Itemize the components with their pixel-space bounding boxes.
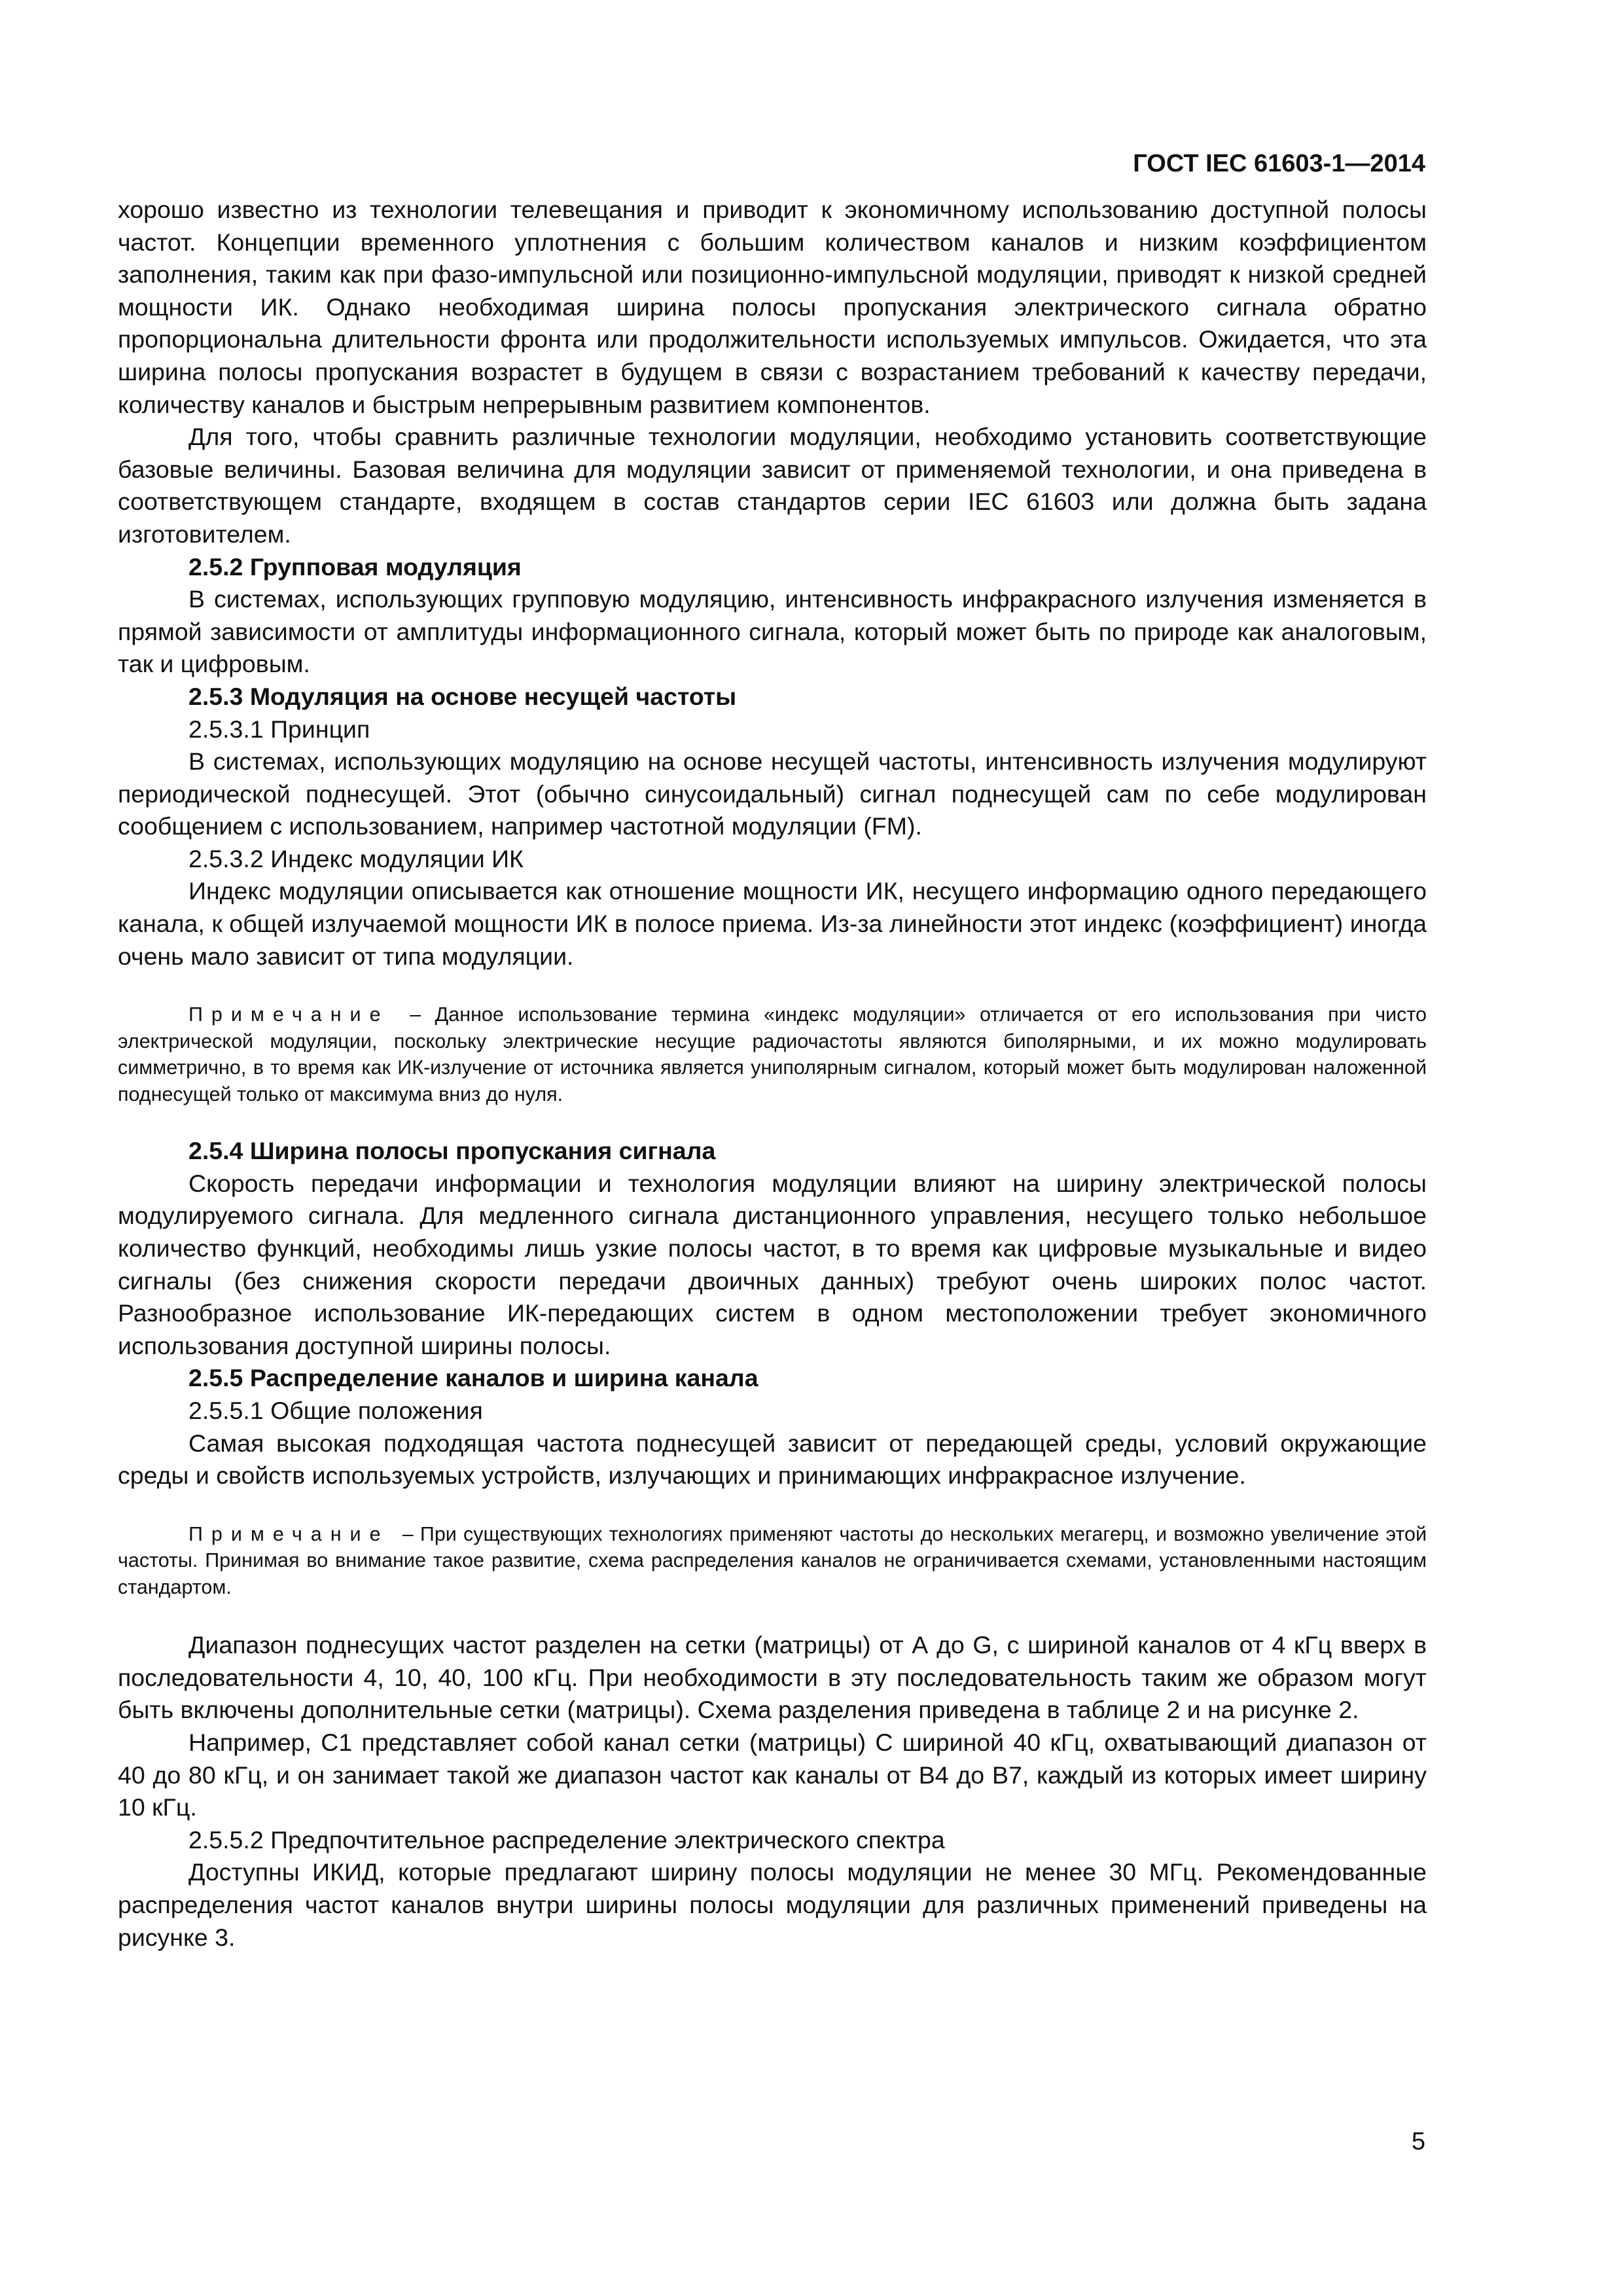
paragraph-spectrum-allocation: Доступны ИКИД, которые предлагают ширину полосы модуляции не менее 30 МГц. Рекомендованные распределения частот каналов внутри ширины полосы модуляции для различных применений приведены на рисунке 3.: [118, 1858, 1427, 1951]
paragraph-group-modulation: В системах, использующих групповую модуляцию, интенсивность инфракрасного излучения изменяется в прямой зависимости от амплитуды информационного сигнала, который может быть по природе как аналоговым, так и цифровым.: [118, 585, 1427, 678]
heading-2-5-3: 2.5.3 Модуляция на основе несущей частоты: [188, 682, 737, 710]
paragraph-base-values: Для того, чтобы сравнить различные технологии модуляции, необходимо установить соответствующие базовые величины. Базовая величина для модуляции зависит от применяемой технологии, и она приведена в соответствующем стандарте, входящем в состав стандартов серии IEC 61603 или должна быть задана изготовителем.: [118, 423, 1427, 548]
paragraph-modulation-index: Индекс модуляции описывается как отношение мощности ИК, несущего информацию одного передающего канала, к общей излучаемой мощности ИК в полосе приема. Из-за линейности этот индекс (коэффициент) иногда очень мало зависит от типа модуляции.: [118, 877, 1427, 970]
subheading-2-5-5-2: 2.5.5.2 Предпочтительное распределение электрического спектра: [188, 1825, 945, 1854]
note-label: Примечание: [188, 1003, 389, 1026]
main-text: [118, 194, 1427, 1954]
paragraph-signal-bandwidth: Скорость передачи информации и технология модуляции влияют на ширину электрической полосы модулируемого сигнала. Для медленного сигнала дистанционного управления, несущего только небольшое количество функций, необходимы лишь узкие полосы частот, в то время как цифровые музыкальные и видео сигналы (без снижения скорости передачи двоичных данных) требуют очень широких полос частот. Разнообразное использование ИК-передающих систем в одном местоположении требует экономичного использования доступной ширины полосы.: [118, 1169, 1427, 1359]
note-modulation-index: [118, 1001, 1427, 1107]
document-code-header: ГОСТ IEC 61603-1—2014: [1133, 150, 1425, 177]
heading-2-5-5: 2.5.5 Распределение каналов и ширина канала: [188, 1364, 758, 1392]
page-number: 5: [1411, 2128, 1425, 2155]
paragraph-carrier-modulation: В системах, использующих модуляцию на основе несущей частоты, интенсивность излучения модулируют периодической поднесущей. Этот (обычно синусоидальный) сигнал поднесущей сам по себе модулирован сообщением с использованием, например частотной модуляции (FM).: [118, 747, 1427, 840]
subheading-2-5-3-1: 2.5.3.1 Принцип: [188, 715, 370, 743]
paragraph-example-c1: Например, С1 представляет собой канал сетки (матрицы) С шириной 40 кГц, охватывающий диапазон от 40 до 80 кГц, и он занимает такой же диапазон частот как каналы от В4 до В7, каждый из которых имеет ширину 10 кГц.: [118, 1729, 1427, 1821]
note-label: Примечание: [188, 1522, 389, 1545]
paragraph-grids: Диапазон поднесущих частот разделен на сетки (матрицы) от А до G, с шириной каналов от 4 кГц вверх в последовательности 4, 10, 40, 100 кГц. При необходимости в эту последовательность таким же образом могут быть включены дополнительные сетки (матрицы). Схема разделения приведена в таблице 2 и на рисунке 2.: [118, 1631, 1427, 1724]
subheading-2-5-5-1: 2.5.5.1 Общие положения: [188, 1397, 483, 1424]
heading-2-5-2: 2.5.2 Групповая модуляция: [188, 552, 522, 581]
paragraph-continuation: хорошо известно из технологии телевещания и приводит к экономичному использованию доступной полосы частот. Концепции временного уплотнения с большим количеством каналов и низким коэффициентом заполнения, таким как при фазо-импульсной или позиционно-импульсной модуляции, приводят к низкой средней мощности ИК. Однако необходимая ширина полосы пропускания электрического сигнала обратно пропорциональна длительности фронта или продолжительности используемых импульсов. Ожидается, что эта ширина полосы пропускания возрастет в будущем в связи с возрастанием требований к качеству передачи, количеству каналов и быстрым непрерывным развитием компонентов.: [118, 196, 1427, 418]
note-text: – Данное использование термина «индекс модуляции» отличается от его использования при чисто электрической модуляции, поскольку электрические несущие радиочастоты являются биполярными, и их можно модулировать симметрично, в то время как ИК-излучение от источника является униполярным сигналом, который может быть модулирован наложенной поднесущей только от максимума вниз до нуля.: [118, 1003, 1427, 1105]
note-frequencies: [118, 1521, 1427, 1601]
subheading-2-5-3-2: 2.5.3.2 Индекс модуляции ИК: [188, 844, 524, 872]
heading-2-5-4: 2.5.4 Ширина полосы пропускания сигнала: [188, 1137, 716, 1165]
paragraph-subcarrier-frequency: Самая высокая подходящая частота поднесущей зависит от передающей среды, условий окружающие среды и свойств используемых устройств, излучающих и принимающих инфракрасное излучение.: [118, 1429, 1427, 1490]
note-text: – При существующих технологиях применяют частоты до нескольких мегагерц, и возможно увеличение этой частоты. Принимая во внимание такое развитие, схема распределения каналов не ограничивается схемами, установленными настоящим стандартом.: [118, 1522, 1427, 1598]
